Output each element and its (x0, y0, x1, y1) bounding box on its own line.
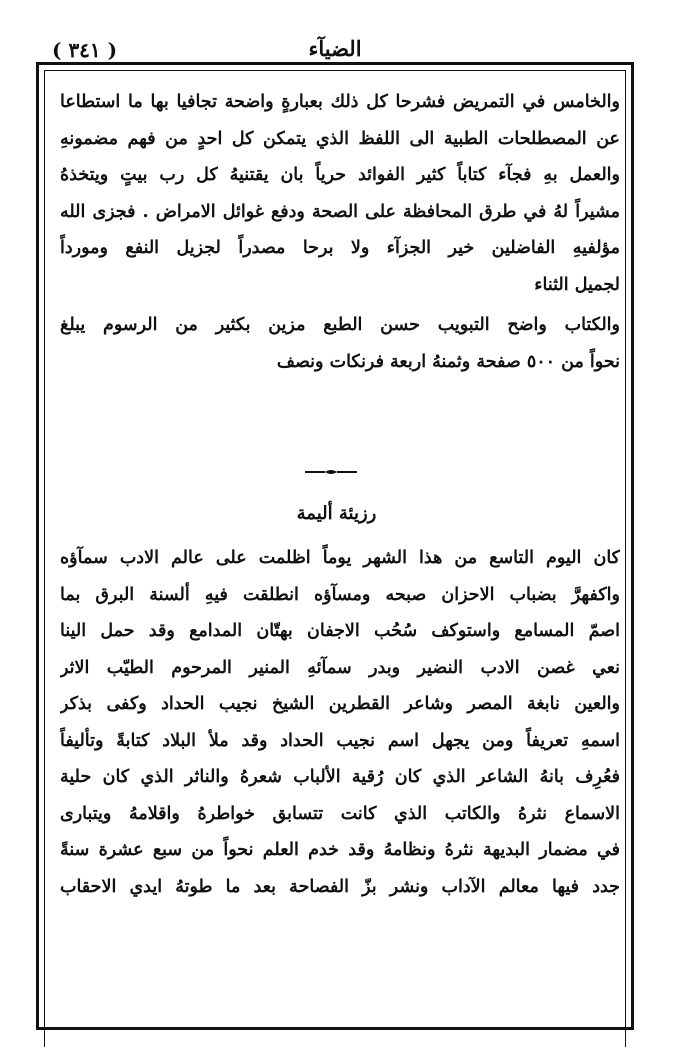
section-divider (305, 468, 357, 476)
section-title: رزيئة أليمة (296, 503, 377, 524)
text-line: في مضمار البديهة نثرهُ ونظامهُ وقد خدم العلم نحواً من سبع عشرة سنةً (60, 840, 620, 860)
text-line: والعين نابغة المصر وشاعر القطرين الشيخ نجيب الحداد وكفى بذكر (60, 694, 620, 714)
text-line: والكتاب واضح التبويب حسن الطبع مزين بكثير من الرسوم يبلغ (60, 315, 620, 335)
text-line: نعي غصن الادب النضير وبدر سمآئهِ المنير المرحوم الطيّب الاثر (60, 657, 620, 678)
text-line: فعُرِف بانهُ الشاعر الذي كان رُقية الألباب شعرهُ والناثر الذي كان حلية (60, 767, 620, 787)
page-number: ( ٣٤١ ) (52, 38, 118, 62)
text-line: اصمّ المسامع واستوكف سُحُب الاجفان بهتّان المدامع وقد حمل الينا (60, 621, 620, 641)
text-line: عن المصطلحات الطبية الى اللفظ الذي يتمكن كل احدٍ من فهم مضمونهِ (60, 128, 620, 149)
text-line: جدد فيها معالم الآداب ونشر بزّ الفصاحة بعد ما طوتهُ ايدي الاحقاب (60, 876, 620, 897)
text-line: والخامس في التمريض فشرحا كل ذلك بعبارةٍ واضحة تجافيا بها ما استطاعا (60, 92, 620, 112)
running-title: الضيآء (308, 36, 362, 61)
text-line: نحواً من ٥٠٠ صفحة وثمنهُ اربعة فرنكات ونصف (276, 351, 620, 372)
article-review-body (60, 84, 620, 380)
text-line: مؤلفيهِ الفاضلين خير الجزآء ولا برحا مصدراً لجزيل النفع ومورداً (60, 238, 620, 258)
article-obituary-body (60, 540, 620, 905)
text-line: والعمل بهِ فجآء كتاباً كثير الفوائد حرياً بان يقتنيهُ كل رب بيتٍ ويتخذهُ (60, 165, 620, 185)
text-line: كان اليوم التاسع من هذا الشهر يوماً اظلمت على عالم الادب سمآؤه (60, 548, 620, 568)
text-line: لجميل الثناء (534, 274, 620, 295)
text-line: اسمهِ تعريفاً ومن يجهل اسم نجيب الحداد وقد ملأ البلاد كتابةً وتأليفاً (60, 730, 620, 751)
text-line: واكفهرَّ بضباب الاحزان صبحه ومسآؤه انطلقت فيهِ ألسنة البرق بما (60, 584, 620, 605)
page-header (30, 30, 640, 66)
text-line: الاسماع نثرهُ والكاتب الذي كانت تتسابق خواطرهُ واقلامهُ ويتبارى (60, 803, 620, 824)
text-line: مشيراً لهُ في طرق المحافظة على الصحة ودفع غوائل الامراض . فجزى الله (60, 201, 620, 222)
